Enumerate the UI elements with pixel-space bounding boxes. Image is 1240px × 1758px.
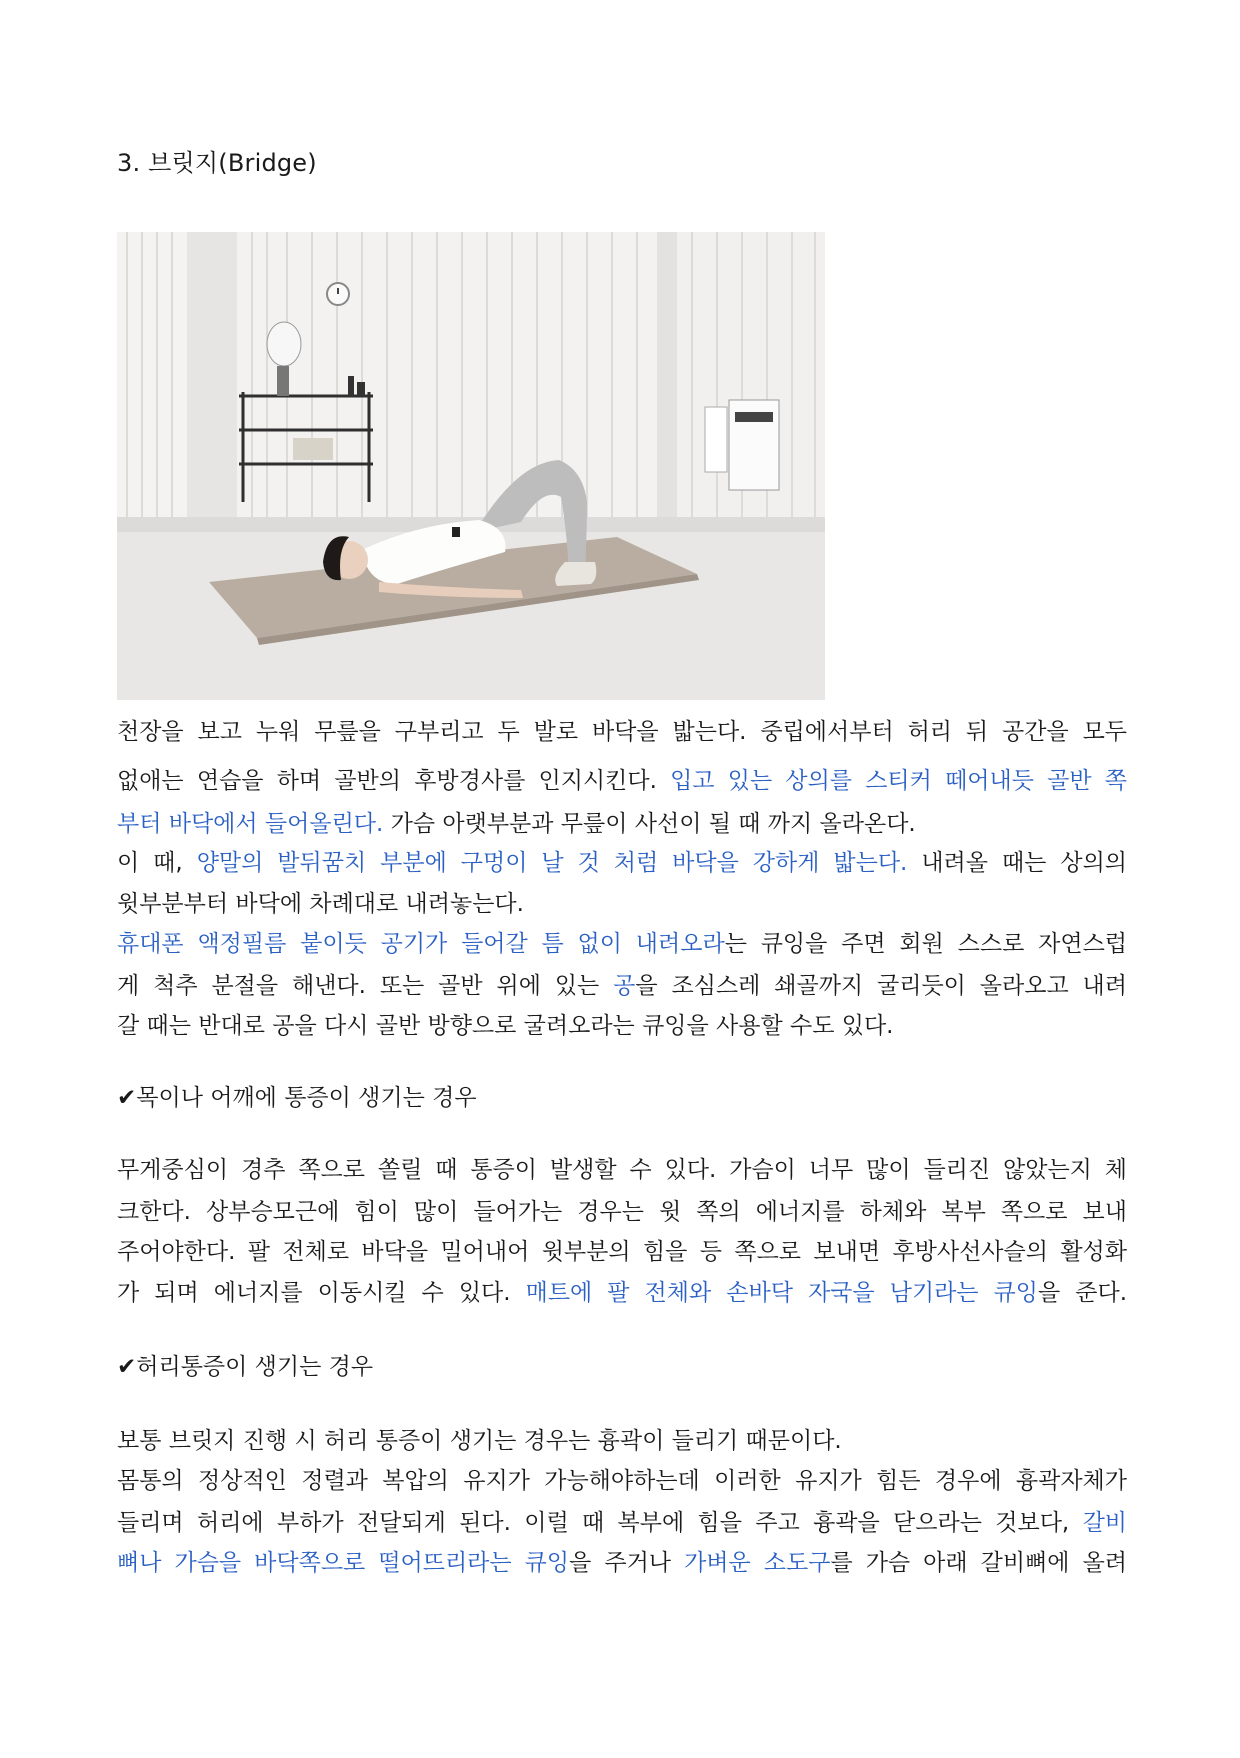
bridge-exercise-photo — [117, 232, 825, 700]
text-segment: 이 때, — [117, 850, 197, 876]
highlighted-cue-text: 매트에 팔 전체와 손바닥 자국을 남기라는 큐잉 — [525, 1280, 1038, 1306]
text-line — [117, 1273, 1127, 1313]
text-line — [117, 1192, 1127, 1232]
text-segment: 을 조심스레 쇄골까지 굴리듯이 올라오고 내려 — [635, 973, 1127, 999]
text-line — [117, 761, 1127, 801]
text-line — [117, 1006, 1127, 1046]
text-line — [117, 1078, 1127, 1118]
text-segment: 들리며 허리에 부하가 전달되게 된다. 이럴 때 복부에 힘을 주고 흉곽을 닫으라는 것보다, — [117, 1510, 1083, 1536]
section-title: 3. 브릿지(Bridge) — [117, 149, 317, 177]
text-segment: 없애는 연습을 하며 골반의 후방경사를 인지시킨다. — [117, 768, 671, 794]
text-segment: 가슴 아랫부분과 무릎이 사선이 될 때 까지 올라온다. — [383, 811, 916, 837]
text-segment: 갈 때는 반대로 공을 다시 골반 방향으로 굴려오라는 큐잉을 사용할 수도 있다. — [117, 1013, 894, 1039]
text-segment: 주어야한다. 팔 전체로 바닥을 밀어내어 윗부분의 힘을 등 쪽으로 보내면 후방사선사슬의 활성화 — [117, 1239, 1127, 1265]
text-line — [117, 1150, 1127, 1190]
text-segment: 는 큐잉을 주면 회원 스스로 자연스럽 — [724, 931, 1127, 957]
text-line — [117, 1232, 1127, 1272]
highlighted-cue-text: 공 — [613, 973, 636, 999]
text-segment: 무게중심이 경추 쪽으로 쏠릴 때 통증이 발생할 수 있다. 가슴이 너무 많이 들리진 않았는지 체 — [117, 1157, 1127, 1183]
highlighted-cue-text: 가벼운 소도구 — [684, 1550, 831, 1576]
text-line — [117, 1347, 1127, 1387]
text-segment: 를 가슴 아래 갈비뼈에 올려 — [830, 1550, 1127, 1576]
text-segment: 을 준다. — [1038, 1280, 1127, 1306]
highlighted-cue-text: 양말의 발뒤꿈치 부분에 구멍이 날 것 처럼 바닥을 강하게 밟는다. — [196, 850, 908, 876]
text-line — [117, 924, 1127, 964]
text-line — [117, 712, 1127, 752]
text-segment: ✔목이나 어깨에 통증이 생기는 경우 — [117, 1085, 477, 1111]
text-segment: 몸통의 정상적인 정렬과 복압의 유지가 가능해야하는데 이러한 유지가 힘든 경우에 흉곽자체가 — [117, 1468, 1127, 1494]
text-line — [117, 966, 1127, 1006]
text-line — [117, 1421, 1127, 1461]
text-line — [117, 884, 1127, 924]
text-segment: 게 척추 분절을 해낸다. 또는 골반 위에 있는 — [117, 973, 614, 999]
text-line — [117, 1543, 1127, 1583]
text-segment: 내려올 때는 상의의 — [907, 850, 1127, 876]
text-line — [117, 843, 1127, 883]
highlighted-cue-text: 뼈나 가슴을 바닥쪽으로 떨어뜨리라는 큐잉 — [117, 1550, 570, 1576]
highlighted-cue-text: 입고 있는 상의를 스티커 떼어내듯 골반 쪽 — [670, 768, 1127, 794]
text-segment: 윗부분부터 바닥에 차례대로 내려놓는다. — [117, 891, 524, 917]
text-line — [117, 1461, 1127, 1501]
text-segment: ✔허리통증이 생기는 경우 — [117, 1354, 374, 1380]
text-line — [117, 804, 1127, 844]
highlighted-cue-text: 갈비 — [1082, 1510, 1127, 1536]
text-segment: 보통 브릿지 진행 시 허리 통증이 생기는 경우는 흉곽이 들리기 때문이다. — [117, 1428, 842, 1454]
text-segment: 을 주거나 — [569, 1550, 685, 1576]
highlighted-cue-text: 휴대폰 액정필름 붙이듯 공기가 들어갈 틈 없이 내려오라 — [117, 931, 725, 957]
text-line — [117, 1503, 1127, 1543]
text-segment: 천장을 보고 누워 무릎을 구부리고 두 발로 바닥을 밟는다. 중립에서부터 허리 뒤 공간을 모두 — [117, 719, 1127, 745]
text-segment: 크한다. 상부승모근에 힘이 많이 들어가는 경우는 윗 쪽의 에너지를 하체와 복부 쪽으로 보내 — [117, 1199, 1127, 1225]
text-segment: 가 되며 에너지를 이동시킬 수 있다. — [117, 1280, 526, 1306]
highlighted-cue-text: 부터 바닥에서 들어올린다. — [117, 811, 384, 837]
